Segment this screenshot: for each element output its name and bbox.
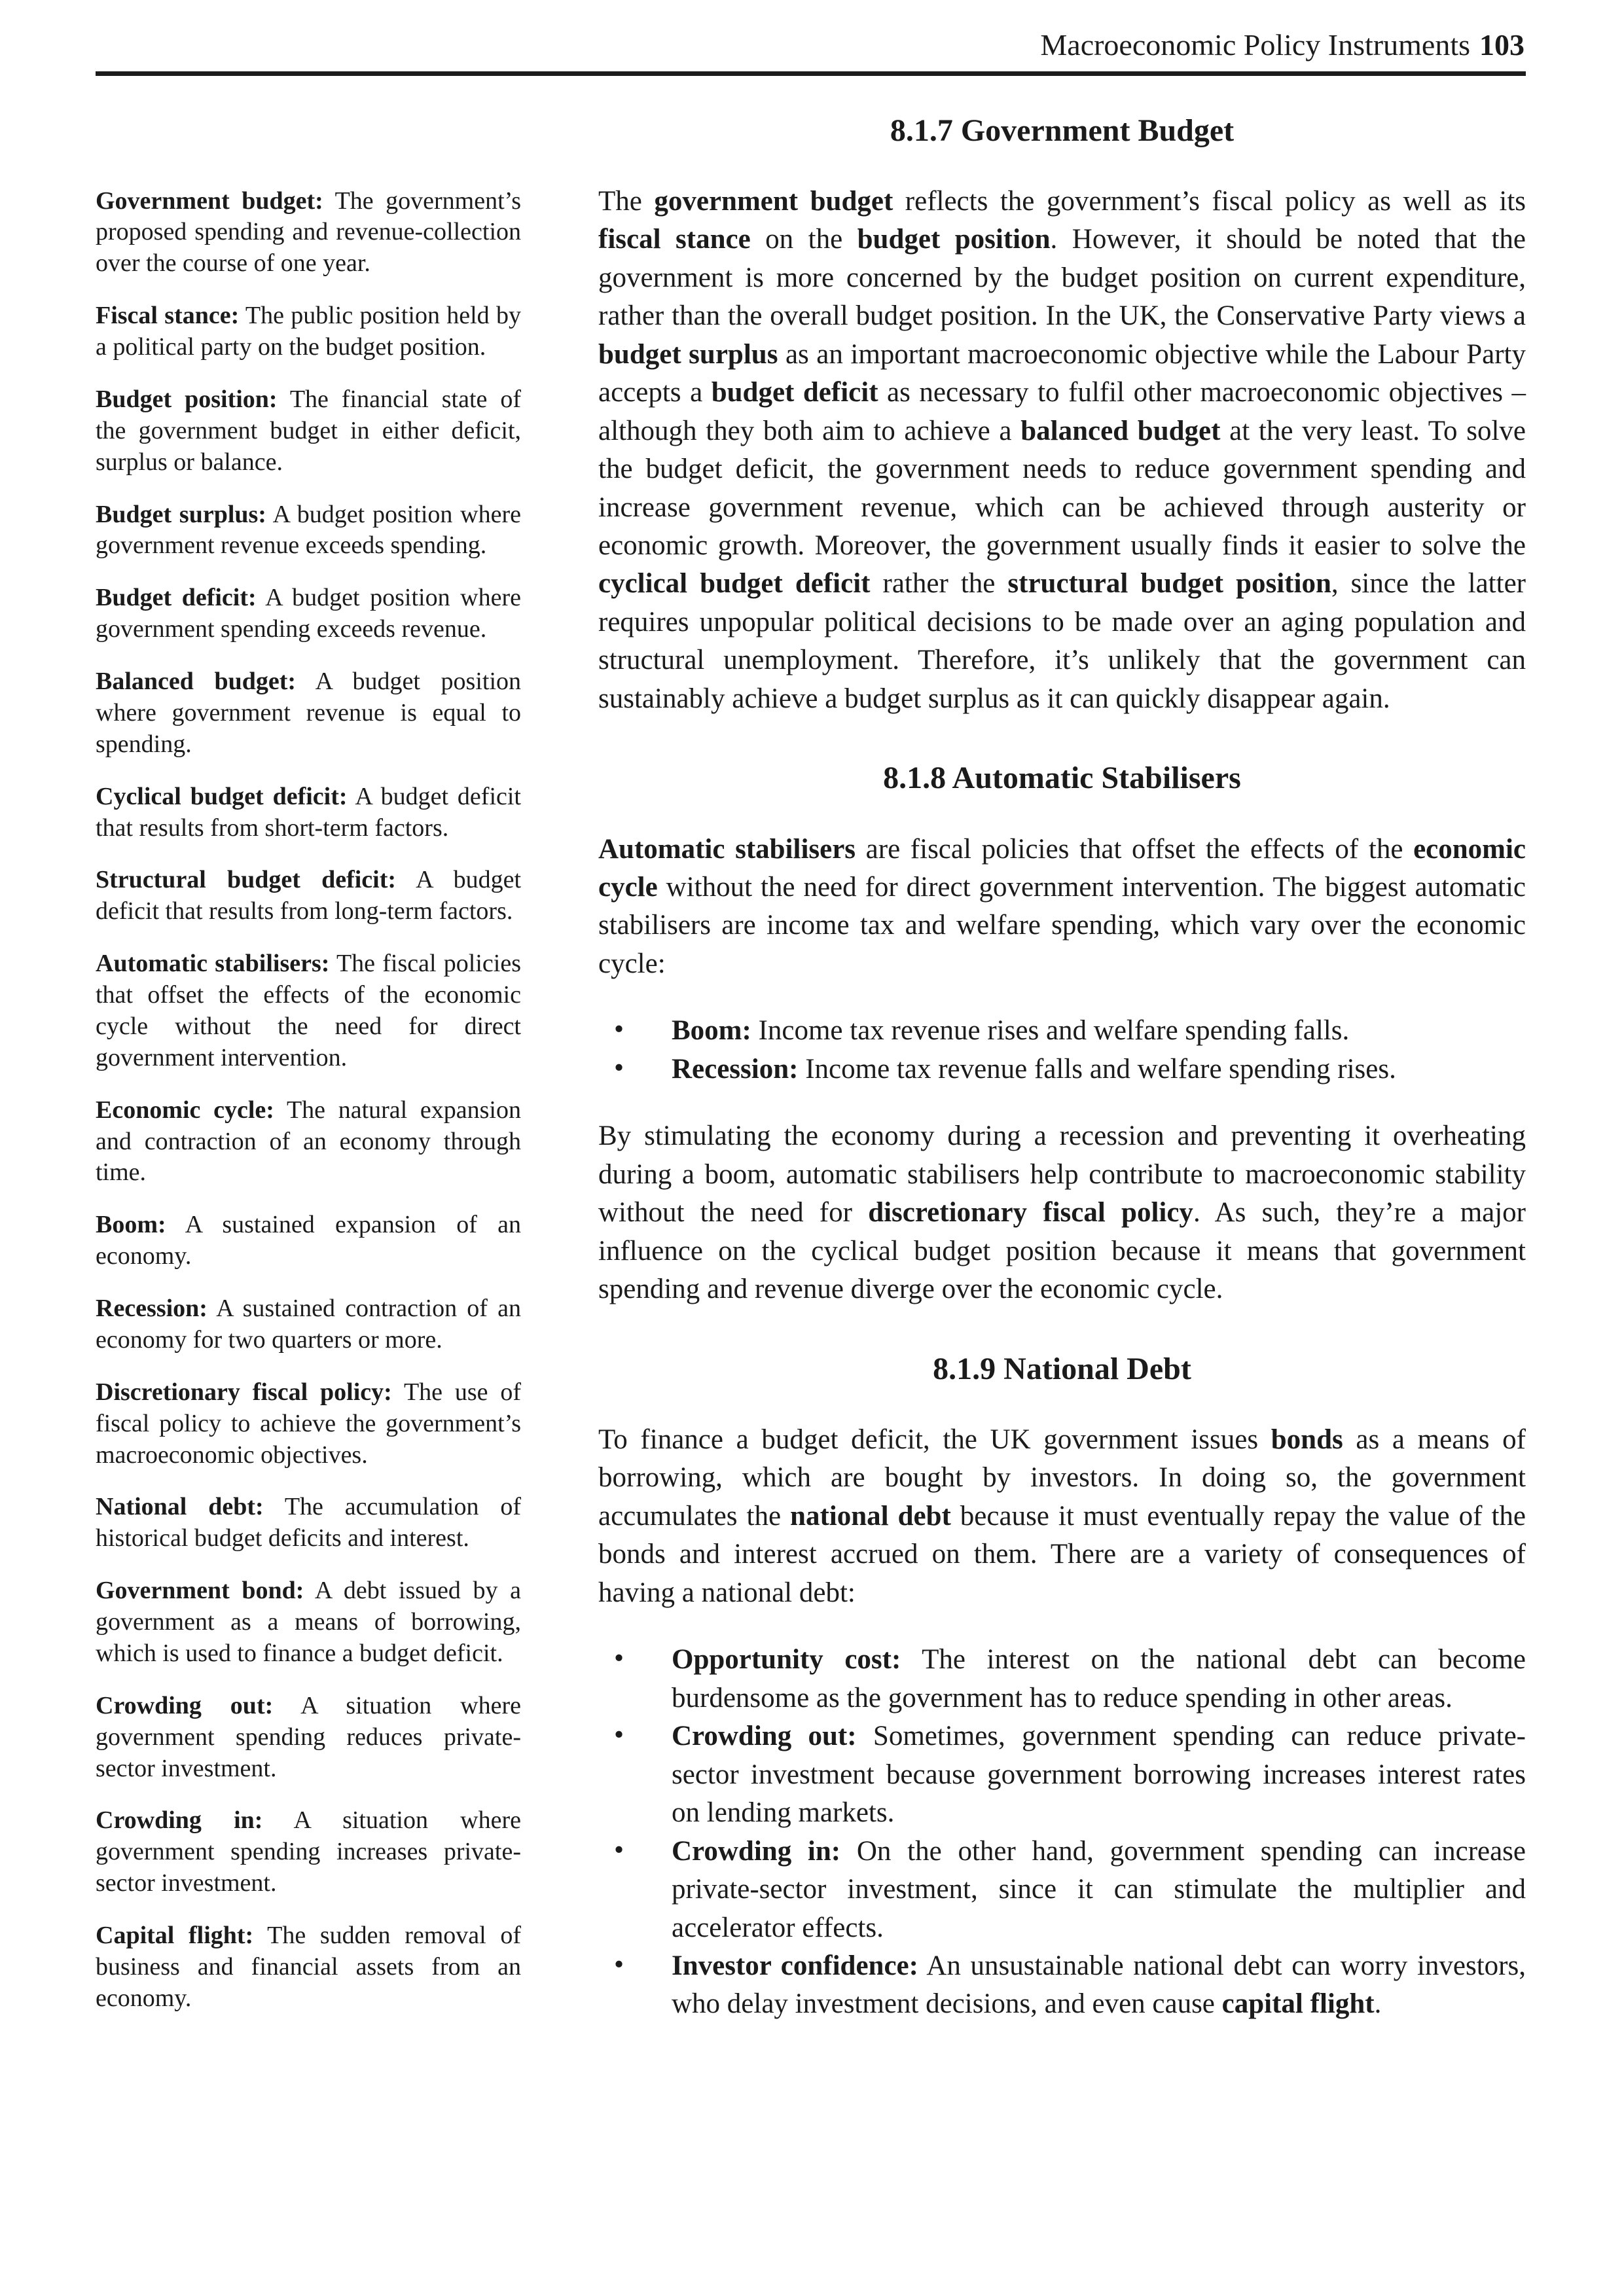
glossary-term: Boom: <box>96 1211 166 1239</box>
glossary-entry <box>96 948 521 1074</box>
header-rule <box>96 71 1526 76</box>
glossary-entry <box>96 1095 521 1189</box>
glossary-definition: A sustained contraction of an economy for two quarters or more. <box>96 1295 522 1354</box>
glossary-entry <box>96 1920 521 2015</box>
section-heading-8-1-9: 8.1.9 National Debt <box>933 1351 1191 1386</box>
glossary-term: Discretionary fiscal policy: <box>96 1378 392 1406</box>
glossary-term: Government budget: <box>96 187 323 215</box>
bullet-item <box>598 1012 1526 1050</box>
paragraph-automatic-stabilisers-intro: Automatic stabilisers are fiscal policies that offset the effects of the economic cycle without the need for direct government intervention. The biggest automatic stabilisers are income tax and welfare spending, which vary over the economic cycle: <box>598 833 1526 979</box>
glossary-entry <box>96 666 521 761</box>
glossary-entry <box>96 300 521 363</box>
bullet-text: Investor confidence: An unsustainable national debt can worry investors, who delay investment decisions, and even cause capital flight. <box>672 1950 1526 2020</box>
paragraph-national-debt-intro: To finance a budget deficit, the UK government issues bonds as a means of borrowing, which are bought by investors. In doing so, the government accumulates the national debt because it must eventually repay the value of the bonds and interest accrued on them. There are a variety of consequences of having a national debt: <box>598 1424 1526 1608</box>
glossary-definition: A budget position where government spending exceeds revenue. <box>96 584 522 643</box>
bullet-text: Boom: Income tax revenue rises and welfare spending falls. <box>672 1015 1350 1047</box>
glossary-entry <box>96 1691 521 1785</box>
glossary-entry <box>96 865 521 927</box>
glossary-entry <box>96 1377 521 1471</box>
glossary-entry <box>96 583 521 645</box>
glossary-definition: A budget deficit that results from short-term factors. <box>96 782 521 842</box>
glossary-definition: The fiscal policies that offset the effects of the economic cycle without the need for direct government intervention. <box>96 950 521 1071</box>
bullet-item <box>598 1947 1526 2024</box>
glossary-term: Crowding out: <box>96 1691 274 1719</box>
main-column <box>598 76 1526 2053</box>
glossary-term: National debt: <box>96 1493 264 1521</box>
bullet-text: Opportunity cost: The interest on the national debt can become burdensome as the government has to reduce spending in other areas. <box>672 1644 1526 1713</box>
glossary-definition: The natural expansion and contraction of an economy through time. <box>96 1096 521 1187</box>
bullet-text: Recession: Income tax revenue falls and welfare spending rises. <box>672 1053 1396 1085</box>
section-heading-8-1-7: 8.1.7 Government Budget <box>890 113 1235 148</box>
glossary-definition: The public position held by a political party on the budget position. <box>96 302 521 361</box>
glossary-definition: The financial state of the government budget in either deficit, surplus or balance. <box>96 385 521 476</box>
glossary-entry <box>96 499 521 562</box>
glossary-definition: The use of fiscal policy to achieve the government’s macroeconomic objectives. <box>96 1378 521 1469</box>
bullet-icon: • <box>614 1052 624 1083</box>
bullet-item <box>598 1717 1526 1832</box>
bullet-text: Crowding in: On the other hand, government spending can increase private-sector investment, since it can stimulate the multiplier and accelerator effects. <box>672 1835 1526 1943</box>
bullet-icon: • <box>614 1643 624 1674</box>
glossary-definition: A budget deficit that results from long-term factors. <box>96 866 522 925</box>
glossary-entry <box>96 1575 521 1670</box>
bullet-item <box>598 1833 1526 1947</box>
glossary-definition: A situation where government spending reduces private-sector investment. <box>96 1691 521 1782</box>
bullet-item <box>598 1641 1526 1717</box>
glossary-definition: A budget position where government revenue exceeds spending. <box>96 500 521 560</box>
bullet-text: Crowding out: Sometimes, government spending can reduce private-sector investment because government borrowing increases interest rates on lending markets. <box>672 1721 1526 1829</box>
glossary-definition: The sudden removal of business and financial assets from an economy. <box>96 1922 521 2012</box>
glossary-term: Recession: <box>96 1295 208 1323</box>
glossary-term: Economic cycle: <box>96 1096 274 1124</box>
glossary-definition: The government’s proposed spending and revenue-collection over the course of one year. <box>96 187 521 278</box>
glossary-entry <box>96 781 521 844</box>
glossary-sidebar <box>96 76 521 2036</box>
glossary-term: Structural budget deficit: <box>96 866 397 894</box>
glossary-definition: The accumulation of historical budget deficits and interest. <box>96 1493 521 1552</box>
glossary-term: Capital flight: <box>96 1922 254 1950</box>
paragraph-government-budget: The government budget reflects the government’s fiscal policy as well as its fiscal stance on the budget position. However, it should be noted that the government is more concerned by the budget position on current expenditure, rather than the overall budget position. In the UK, the Conservative Party views a budget surplus as an important macroeconomic objective while the Labour Party accepts a budget deficit as necessary to fulfil other macroeconomic objectives – although they both aim to achieve a balanced budget at the very least. To solve the budget deficit, the government needs to reduce government spending and increase government revenue, which can be achieved through austerity or economic growth. Moreover, the government usually finds it easier to solve the cyclical budget deficit rather the structural budget position, since the latter requires unpopular political decisions to be made over an aging population and structural unemployment. Therefore, it’s unlikely that the government can sustainably achieve a budget surplus as it can quickly disappear again. <box>598 185 1526 714</box>
glossary-definition: A debt issued by a government as a means of borrowing, which is used to finance a budget deficit. <box>96 1577 521 1667</box>
glossary-definition: A situation where government spending increases private-sector investment. <box>96 1806 521 1897</box>
bullet-icon: • <box>614 1719 624 1751</box>
bullet-item <box>598 1050 1526 1088</box>
bullet-icon: • <box>614 1014 624 1045</box>
glossary-term: Crowding in: <box>96 1806 263 1835</box>
glossary-definition: A sustained expansion of an economy. <box>96 1211 521 1270</box>
bullet-list-national-debt <box>598 1641 1526 2024</box>
page-number: 103 <box>1479 28 1525 62</box>
running-title: Macroeconomic Policy Instruments <box>1040 28 1470 62</box>
glossary-entry <box>96 1805 521 1899</box>
bullet-icon: • <box>614 1948 624 1980</box>
glossary-entry <box>96 384 521 478</box>
glossary-entry <box>96 1210 521 1272</box>
page-header <box>96 29 1526 62</box>
bullet-list-automatic-stabilisers <box>598 1012 1526 1088</box>
bullet-icon: • <box>614 1834 624 1865</box>
paragraph-automatic-stabilisers-outro: By stimulating the economy during a recession and preventing it overheating during a boom, automatic stabilisers help contribute to macroeconomic stability without the need for discretionary fiscal policy. As such, they’re a major influence on the cyclical budget position because it means that government spending and revenue diverge over the economic cycle. <box>598 1121 1526 1305</box>
content-columns <box>96 76 1526 2053</box>
glossary-definition: A budget position where government revenue is equal to spending. <box>96 668 521 758</box>
glossary-entry <box>96 1492 521 1554</box>
glossary-term: Fiscal stance: <box>96 302 240 330</box>
glossary-entry <box>96 1293 521 1356</box>
glossary-term: Cyclical budget deficit: <box>96 782 348 810</box>
glossary-term: Government bond: <box>96 1577 304 1605</box>
glossary-term: Balanced budget: <box>96 668 297 696</box>
glossary-term: Budget surplus: <box>96 500 266 528</box>
glossary-term: Budget position: <box>96 385 278 413</box>
section-heading-8-1-8: 8.1.8 Automatic Stabilisers <box>883 761 1241 796</box>
glossary-term: Budget deficit: <box>96 584 257 612</box>
glossary-term: Automatic stabilisers: <box>96 950 330 978</box>
glossary-entry <box>96 186 521 280</box>
